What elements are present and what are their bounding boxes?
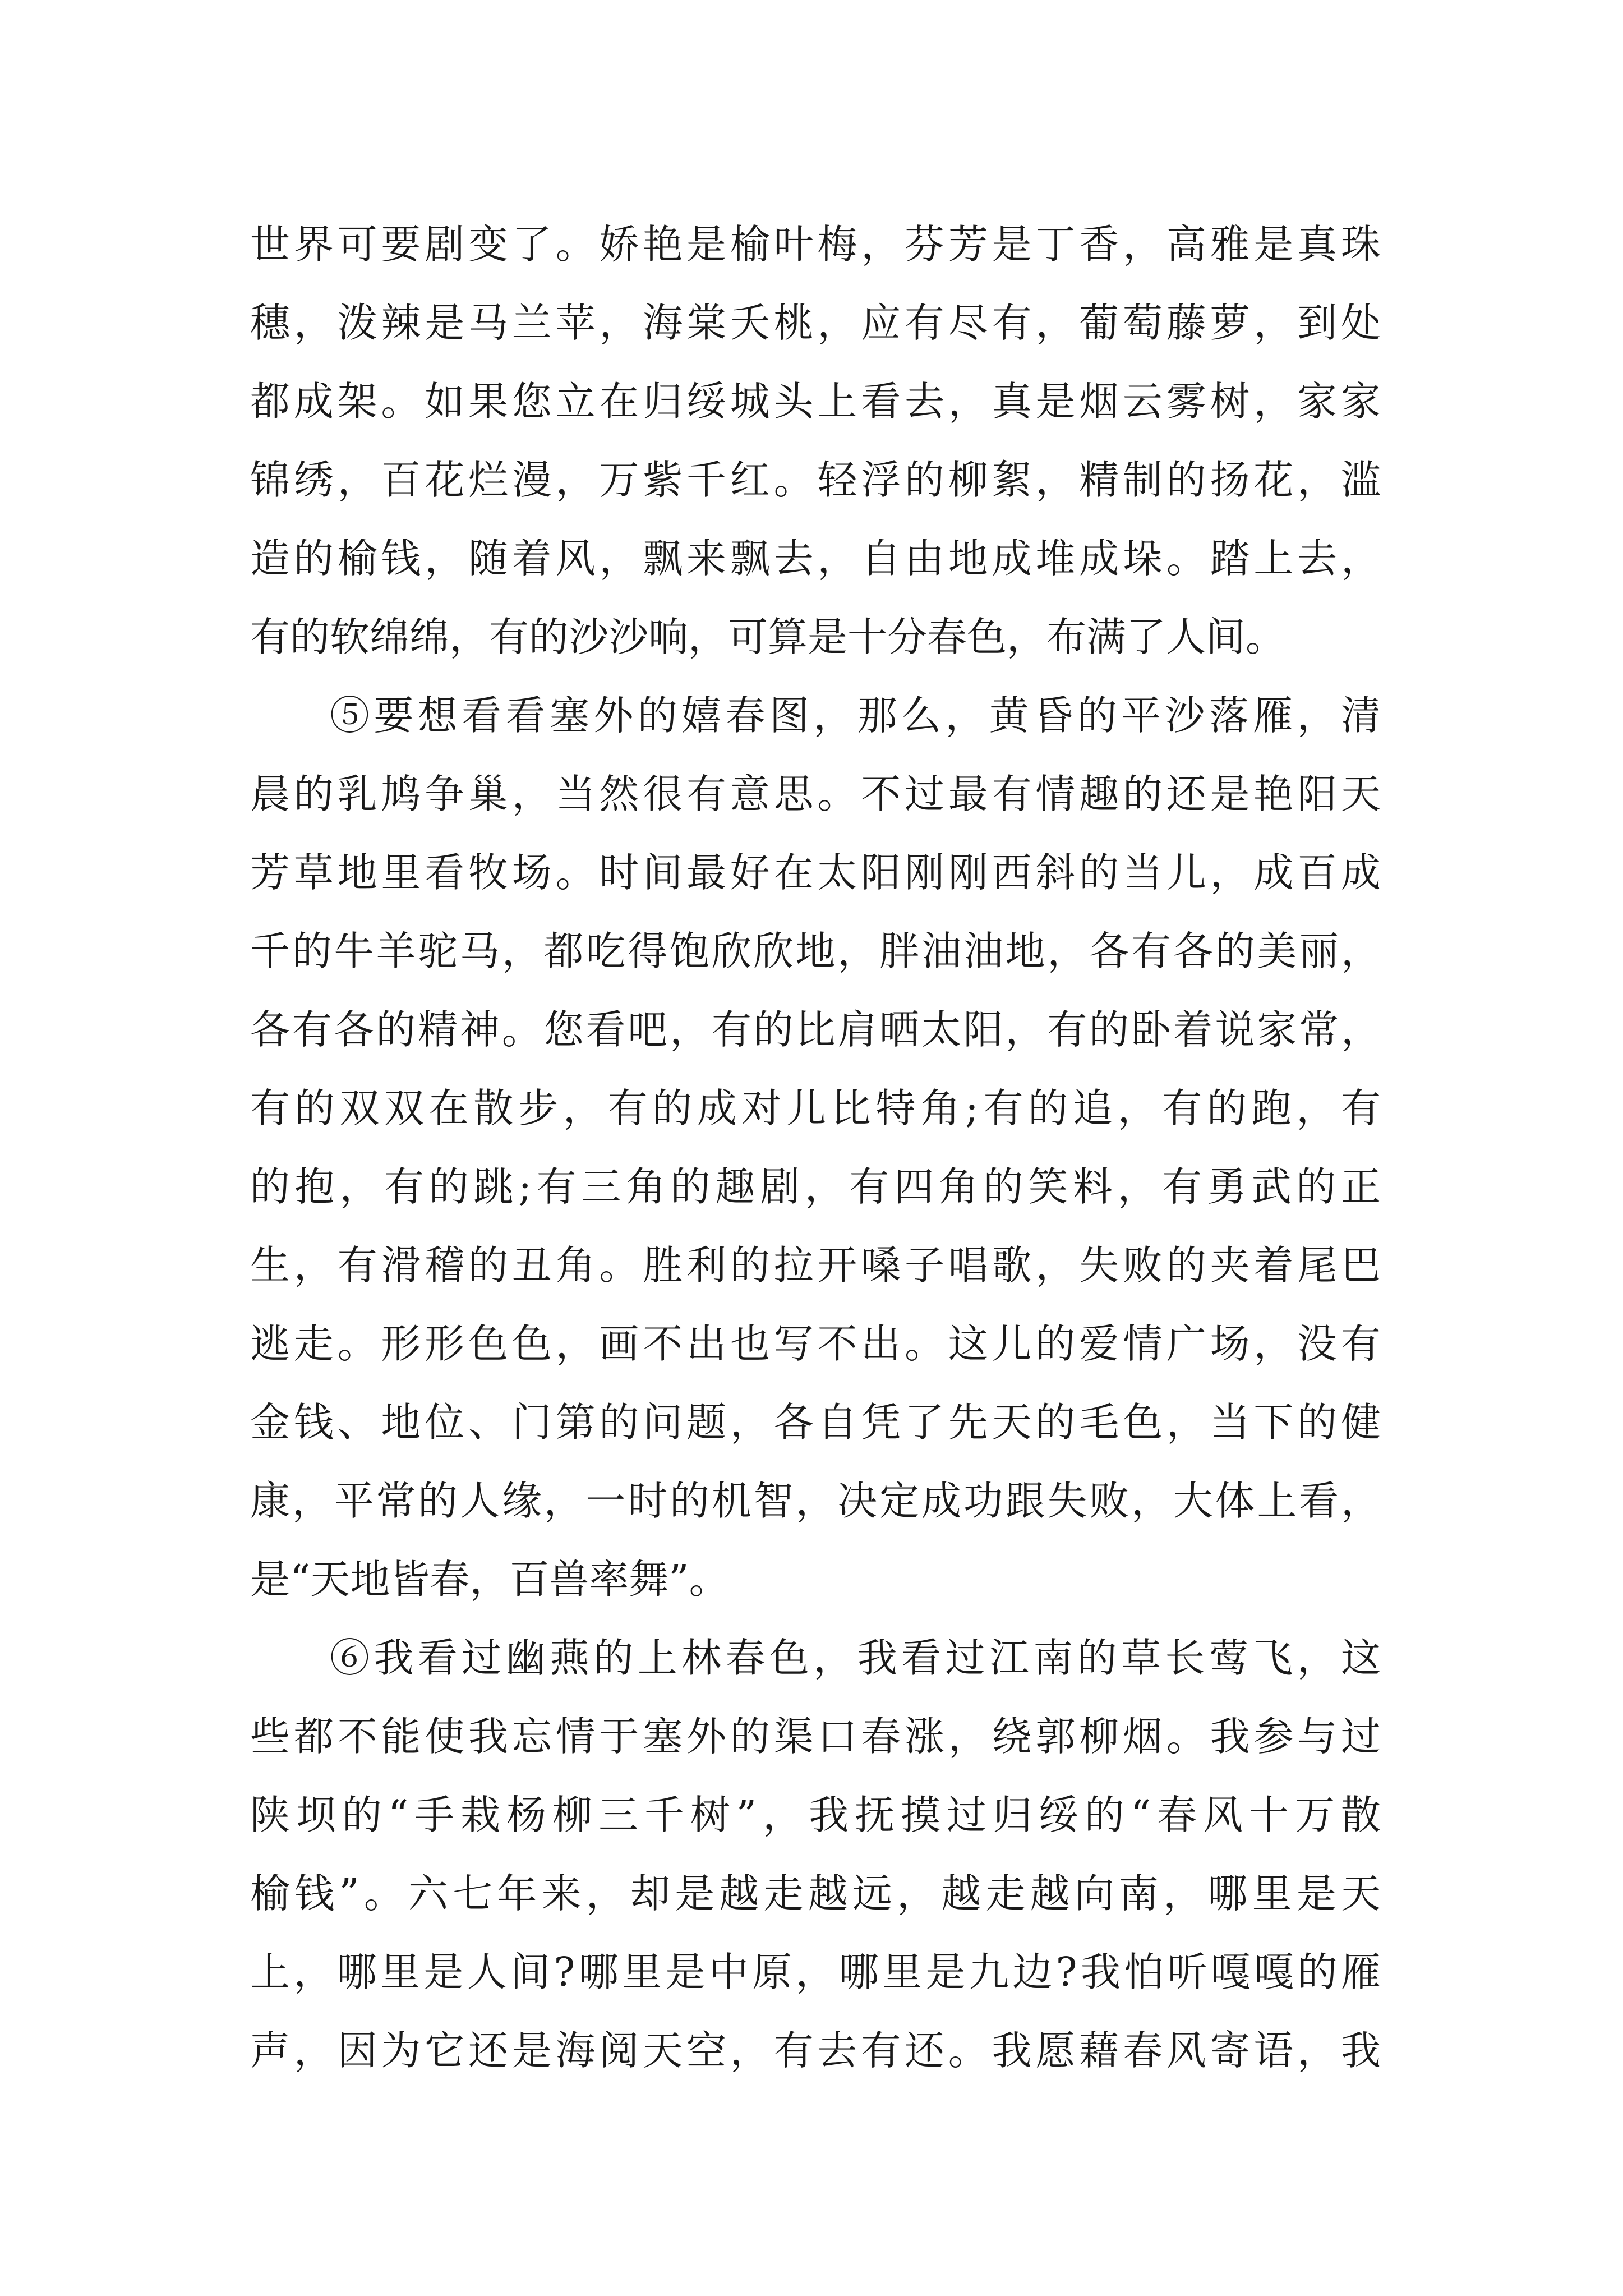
text-line: 晨的乳鸠争巢，当然很有意思。不过最有情趣的还是艳阳天 xyxy=(250,771,1381,817)
text-line: 榆钱”。六七年来，却是越走越远，越走越向南，哪里是天 xyxy=(250,1870,1381,1917)
text-line: 逃走。形形色色，画不出也写不出。这儿的爱情广场，没有 xyxy=(250,1320,1381,1367)
text-line: 是“天地皆春，百兽率舞”。 xyxy=(250,1556,729,1603)
text-line: 声，因为它还是海阅天空，有去有还。我愿藉春风寄语，我 xyxy=(250,2027,1381,2074)
text-line: 陕坝的“手栽杨柳三千树”，我抚摸过归绥的“春风十万散 xyxy=(250,1792,1381,1838)
text-line: 康，平常的人缘，一时的机智，决定成功跟失败，大体上看， xyxy=(250,1478,1381,1524)
text-line: 都成架。如果您立在归绥城头上看去，真是烟云雾树，家家 xyxy=(250,378,1381,425)
paragraph-5-first-line: ⑤要想看看塞外的嬉春图，那么，黄昏的平沙落雁，清 xyxy=(330,692,1381,739)
text-line: 金钱、地位、门第的问题，各自凭了先天的毛色，当下的健 xyxy=(250,1399,1381,1446)
text-line: 千的牛羊驼马，都吃得饱欣欣地，胖油油地，各有各的美丽， xyxy=(250,928,1381,974)
text-line: 世界可要剧变了。娇艳是榆叶梅，芬芳是丁香，高雅是真珠 xyxy=(250,221,1381,268)
text-line: 有的双双在散步，有的成对儿比特角;有的追，有的跑，有 xyxy=(250,1085,1381,1131)
text-line: 穗，泼辣是马兰苹，海棠夭桃，应有尽有，葡萄藤萝，到处 xyxy=(250,300,1381,346)
text-line: 各有各的精神。您看吧，有的比肩晒太阳，有的卧着说家常， xyxy=(250,1006,1381,1053)
text-line: 有的软绵绵，有的沙沙响，可算是十分春色，布满了人间。 xyxy=(250,614,1286,660)
text-line: 芳草地里看牧场。时间最好在太阳刚刚西斜的当儿，成百成 xyxy=(250,849,1381,896)
text-line: 的抱，有的跳;有三角的趣剧，有四角的笑料，有勇武的正 xyxy=(250,1163,1381,1210)
body-text xyxy=(250,205,1381,2090)
text-line: 造的榆钱，随着风，飘来飘去，自由地成堆成垛。踏上去， xyxy=(250,535,1381,582)
text-line: 些都不能使我忘情于塞外的渠口春涨，绕郭柳烟。我参与过 xyxy=(250,1713,1381,1760)
text-line: 生，有滑稽的丑角。胜利的拉开嗓子唱歌，失败的夹着尾巴 xyxy=(250,1242,1381,1289)
paragraph-6-first-line: ⑥我看过幽燕的上林春色，我看过江南的草长莺飞，这 xyxy=(330,1635,1381,1681)
text-line: 锦绣，百花烂漫，万紫千红。轻浮的柳絮，精制的扬花，滥 xyxy=(250,457,1381,503)
text-line: 上，哪里是人间?哪里是中原，哪里是九边?我怕听嘎嘎的雁 xyxy=(250,1949,1381,1995)
